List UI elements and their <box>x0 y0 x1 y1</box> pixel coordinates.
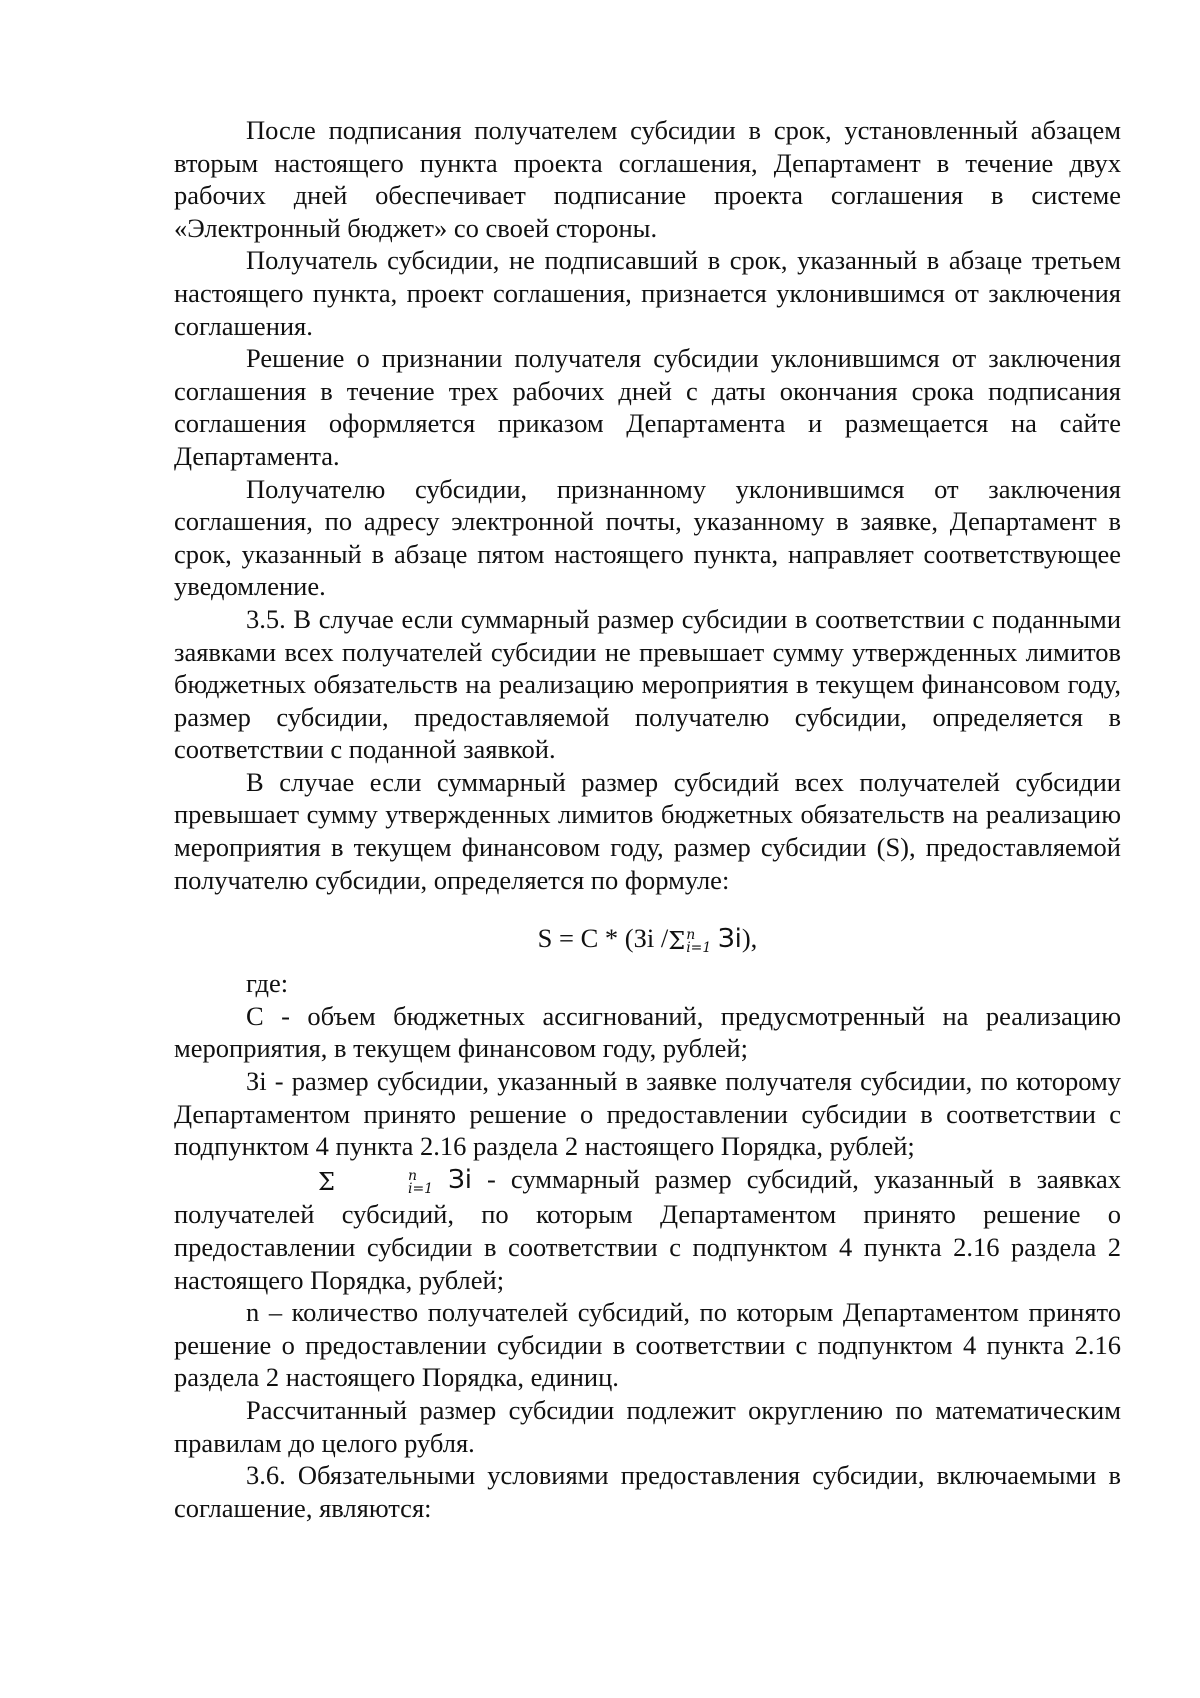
definition-sum <box>174 1163 1121 1296</box>
paragraph-3-6: 3.6. Обязательными условиями предоставления субсидии, включаемыми в соглашение, являются: <box>174 1460 1121 1523</box>
paragraph-notification: Получателю субсидии, признанному уклонившимся от заключения соглашения, по адресу электронной почты, указанному в заявке, Департамент в срок, указанный в абзаце пятом настоящего пункта, направляет соответствующее уведомление. <box>174 473 1121 602</box>
definition-zi: Зi - размер субсидии, указанный в заявке получателя субсидии, по которому Департаментом принято решение о предоставлении субсидии в соответствии с подпунктом 4 пункта 2.16 раздела 2 настоящего Порядка, рублей; <box>174 1066 1121 1162</box>
paragraph-rounding: Рассчитанный размер субсидии подлежит округлению по математическим правилам до целого рубля. <box>174 1394 1121 1458</box>
where-label: где: <box>246 968 289 999</box>
paragraph-3-5: 3.5. В случае если суммарный размер субсидии в соответствии с поданными заявками всех получателей субсидии не превышает сумму утвержденных лимитов бюджетных обязательств на реализацию мероприятия в текущем финансовом году, размер субсидии, предоставляемой получателю субсидии, определяется в соответствии с поданной заявкой. <box>174 603 1121 765</box>
paragraph-decision: Решение о признании получателя субсидии уклонившимся от заключения соглашения в течение трех рабочих дней с даты окончания срока подписания соглашения оформляется приказом Департамента и размещается на сайте Департамента. <box>174 343 1121 471</box>
sum-limits <box>686 929 711 955</box>
sum-lower-limit: i=1 <box>686 940 712 957</box>
paragraph-signing: После подписания получателем субсидии в срок, установленный абзацем вторым настоящего пункта проекта соглашения, Департамент в течение двух рабочих дней обеспечивает подписание проекта соглашения в системе «Электронный бюджет» со своей стороны. <box>174 115 1121 243</box>
sum-upper-limit-inline: n <box>407 1167 417 1184</box>
definition-n: n – количество получателей субсидий, по которым Департаментом принято решение о предоставлении субсидии в соответствии с подпунктом 4 пункта 2.16 раздела 2 настоящего Порядка, единиц. <box>174 1297 1121 1393</box>
sigma-glyph-inline: Σ <box>318 1167 335 1196</box>
formula-term: Зi <box>717 924 742 955</box>
sum-limits-inline <box>336 1167 434 1197</box>
document-page <box>174 114 1121 1524</box>
sum-symbol-inline <box>246 1166 433 1199</box>
sigma-glyph: Σ <box>668 927 686 956</box>
sum-symbol <box>668 923 711 959</box>
formula-left: S = C * (Зi / <box>537 923 669 954</box>
paragraph-evasion: Получатель субсидии, не подписавший в срок, указанный в абзаце третьем настоящего пункта, проект соглашения, признается уклонившимся от заключения соглашения. <box>174 245 1121 341</box>
sum-term-inline: Зi <box>448 1164 473 1195</box>
paragraph-exceeds: В случае если суммарный размер субсидий всех получателей субсидии превышает сумму утвержденных лимитов бюджетных обязательств на реализацию мероприятия в текущем финансовом году, размер субсидии (S), предоставляемой получателю субсидии, определяется по формуле: <box>174 766 1121 895</box>
sum-lower-limit-inline: i=1 <box>407 1180 434 1197</box>
subsidy-formula <box>174 920 1121 959</box>
definition-sum-text: - суммарный размер субсидий, указанный в заявках получателей субсидий, по которым Департаментом принято решение о предоставлении субсидии в соответствии с подпунктом 4 пункта 2.16 раздела 2 настоящего Порядка, рублей; <box>174 1163 1121 1295</box>
definition-c: C - объем бюджетных ассигнований, предусмотренный на реализацию мероприятия, в текущем финансовом году, рублей; <box>174 1000 1121 1064</box>
sum-upper-limit: n <box>686 927 696 944</box>
formula-right: ), <box>741 923 758 954</box>
